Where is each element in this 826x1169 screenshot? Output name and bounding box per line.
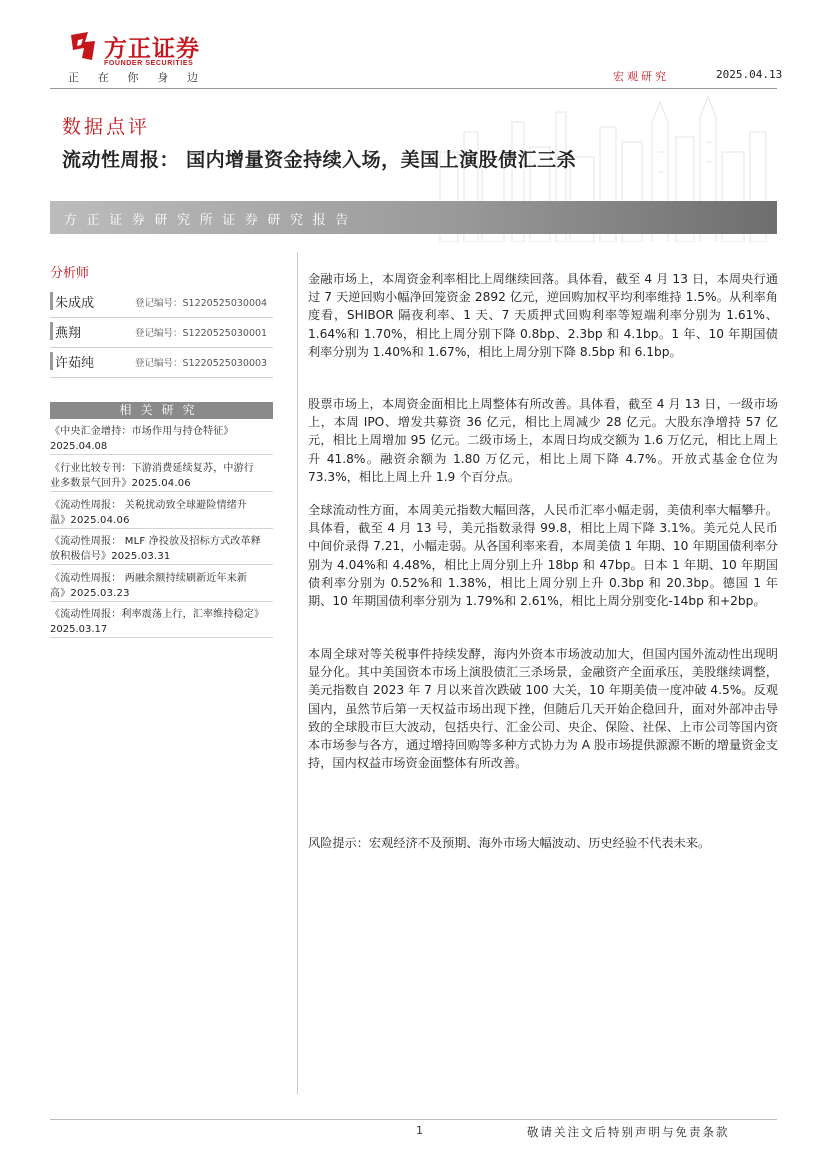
footer-divider: [50, 1119, 777, 1120]
body-paragraph: 金融市场上，本周资金利率相比上周继续回落。具体看，截至 4 月 13 日，本周央行通过 7 天逆回购小幅净回笼资金 2892 亿元，逆回购加权平均利率维持 1.5%。从利率角度看，SHIBOR 隔夜利率、1 天、7 天质押式回购利率等短端利率分别为 1.61%、1.64%和 1.70%，相比上周分别下降 0.8bp、2.3bp 和 4.1bp。1 年、10 年期国债利率分别为 1.40%和 1.67%，相比上周分别下降 8.5bp 和 6.1bp。: [308, 272, 778, 359]
page-number: 1: [416, 1124, 423, 1137]
related-report-item[interactable]: [50, 607, 273, 638]
related-report-title: 《流动性周报： 两融余额持续刷新近年来新: [50, 573, 248, 584]
body-paragraph: 本周全球对等关税事件持续发酵，海内外资本市场波动加大，但国内国外流动性出现明显分化。其中美国资本市场上演股债汇三杀场景，金融资产全面承压，美股继续调整，美元指数自 2023 年 7 月以来首次跌破 100 大关，10 年期美债一度冲破 4.5%。反观国内，虽然节后第一天权益市场出现下挫，但随后几天开始企稳回升，面对外部冲击导致的全球股市巨大波动，包括央行、汇金公司、央企、保险、社保、上市公司等国内资本市场参与各方，通过增持回购等多种方式协力为 A 股市场提供源源不断的增量资金支持，国内权益市场资金面整体有所改善。: [308, 647, 778, 771]
analyst-name: 燕翔: [55, 326, 82, 341]
related-report-title: 放积极信号》2025.03.31: [50, 551, 171, 562]
slogan-char: 你: [127, 71, 139, 84]
report-banner: [50, 201, 777, 234]
disclaimer-note: 敬请关注文后特别声明与免责条款: [527, 1125, 730, 1139]
founder-logo-icon: [68, 30, 98, 62]
analyst-name: 朱成成: [55, 296, 95, 311]
related-report-title: 高》2025.03.23: [50, 588, 130, 599]
body-paragraph: 股票市场上，本周资金面相比上周整体有所改善。具体看，截至 4 月 13 日，一级市场上，本周 IPO、增发共募资 36 亿元，相比上周减少 28 亿元。大股东净增持 57 亿元，相比上周增加 95 亿元。二级市场上，本周日均成交额为 1.6 万亿元，相比上周上升 41.8%。融资余额为 1.80 万亿元，相比上周下降 4.7%。开放式基金仓位为 73.3%，相比上周上升 1.9 个百分点。: [308, 397, 778, 484]
related-report-date: 2025.04.08: [50, 441, 108, 452]
related-report-title: 《中央汇金增持：市场作用与持仓特征》: [50, 426, 234, 437]
analyst-row: [50, 318, 273, 348]
risk-warning: 风险提示：宏观经济不及预期、海外市场大幅波动、历史经验不代表未来。: [308, 836, 711, 850]
banner-text: 方正证券研究所证券研究报告: [64, 213, 358, 228]
analyst-reg: 登记编号：S1220525030003: [135, 358, 268, 369]
analyst-name: 许茹纯: [55, 356, 95, 371]
analyst-reg: 登记编号：S1220525030001: [135, 328, 268, 339]
analyst-row: [50, 288, 273, 318]
slogan-char: 身: [157, 71, 169, 84]
analyst-row: [50, 348, 273, 378]
related-report-title: 《流动性周报： MLF 净投放及招标方式改革释: [50, 536, 261, 547]
related-report-title: 《流动性周报：利率震荡上行，汇率维持稳定》: [50, 609, 265, 620]
report-category: 宏观研究: [613, 70, 669, 83]
body-paragraph: 全球流动性方面，本周美元指数大幅回落，人民币汇率小幅走弱，美债利率大幅攀升。具体看，截至 4 月 13 号，美元指数录得 99.8，相比上周下降 3.1%。美元兑人民币中间价录得 7.21，小幅走弱。从各国利率来看，本周美债 1 年期、10 年期国债利率分别为 4.04%和 4.48%，相比上周分别上升 18bp 和 47bp。日本 1 年期、10 年期国债利率分别为 0.52%和 1.38%，相比上周分别上升 0.3bp 和 20.3bp。德国 1 年期、10 年期国债利率分别为 1.79%和 2.61%，相比上周分别变化-14bp 和+2bp。: [308, 503, 778, 609]
related-report-item[interactable]: [50, 424, 273, 455]
related-report-title: 《流动性周报： 关税扰动致全球避险情绪升: [50, 500, 248, 511]
related-report-date: 2025.03.17: [50, 624, 108, 635]
brand-name: 方正证券: [104, 36, 200, 62]
column-divider: [297, 252, 298, 1094]
related-report-item[interactable]: [50, 461, 273, 492]
brand-slogan: [68, 69, 198, 85]
report-title: 流动性周报： 国内增量资金持续入场，美国上演股债汇三杀: [62, 149, 577, 171]
slogan-char: 在: [97, 71, 109, 84]
brand-name-en: FOUNDER SECURITIES: [104, 60, 194, 67]
slogan-char: 正: [68, 71, 79, 84]
related-report-title: 业多数景气回升》2025.04.06: [50, 478, 191, 489]
related-report-item[interactable]: [50, 498, 273, 529]
slogan-char: 边: [187, 71, 198, 84]
related-report-item[interactable]: [50, 571, 273, 602]
analyst-heading: 分析师: [50, 266, 90, 281]
report-date: 2025.04.13: [716, 68, 783, 81]
related-report-item[interactable]: [50, 534, 273, 565]
related-research-heading: 相关研究: [50, 402, 273, 419]
header-divider: [50, 88, 777, 89]
document-type: 数据点评: [62, 116, 151, 138]
analyst-reg: 登记编号：S1220525030004: [135, 298, 268, 309]
related-report-title: 《行业比较专刊：下游消费延续复苏，中游行: [50, 463, 254, 474]
related-report-title: 温》2025.04.06: [50, 515, 130, 526]
